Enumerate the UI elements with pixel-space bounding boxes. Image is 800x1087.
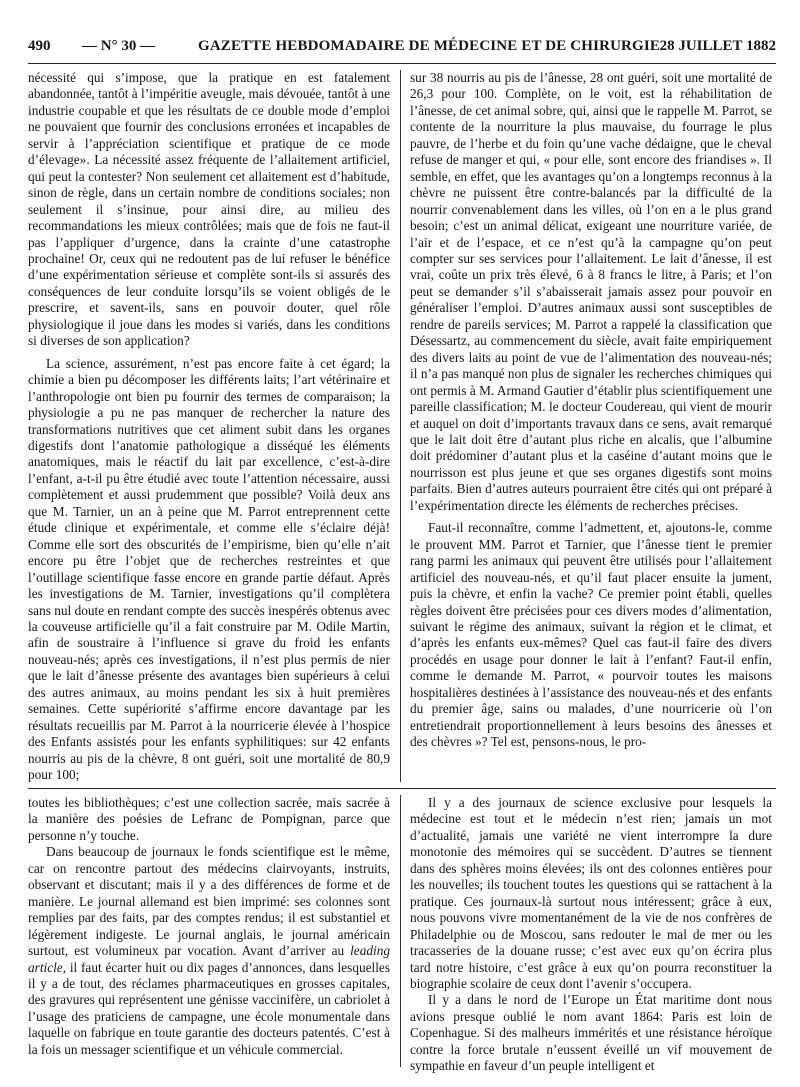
lower-right-column [410,795,772,1075]
journal-title: GAZETTE HEBDOMADAIRE DE MÉDECINE ET DE CHIRURGIE [198,38,660,54]
page-number: 490 [28,38,51,54]
issue-number: — N° 30 — [82,38,156,54]
running-header [28,38,776,60]
italic-phrase: leading article, [28,943,390,975]
paragraph: toutes les bibliothèques; c’est une collection sacrée, mais sacrée à la manière des poésies de Lefranc de Pompignan, parce que personne n’y touche. [28,795,390,843]
paragraph: Faut-il reconnaître, comme l’admettent, et, ajoutons-le, comme le prouvent MM. Parrot et Tarnier, que l’ânesse tient le premier rang parmi les animaux qui peuvent être utilisés pour l’allaitement artificiel des nouveau-nés, et qu’il faut placer ensuite la jument, puis la chèvre, et enfin la vache? Ce premier point établi, quelles règles doivent être précisées pour ces divers modes d’alimentation, suivant le régime des animaux, suivant la région et le climat, et d’après les enfants eux-mêmes? Quel cas faut-il faire des divers procédés en usage pour donner le lait à l’enfant? Faut-il enfin, comme le demande M. Parrot, « pourvoir toutes les maisons hospitalières destinées à l’assistance des nouveau-nés et des enfants du premier âge, sains ou malades, d’une nourricerie où l’on entretiendrait proportionnellement à leurs besoins des ânesses et des chèvres »? Tel est, pensons-nous, le pro- [410,520,772,750]
paragraph: Il y a des journaux de science exclusive pour lesquels la médecine est tout et le médecin n’est rien; jamais un mot d’actualité, jamais une variété ne vient interrompre la dure monotonie des mémoires qui se succèdent. D’autres se tiennent dans des sphères moins élevées; ils ont des colonnes entières pour les nouvelles; ils touchent toutes les questions qui se rattachent à la pratique. Ces journaux-là surtout nous intéressent; grâce à eux, nous pouvons vivre momentanément de la vie de nos confrères de Philadelphie ou de Moscou, sans redouter le mal de mer ou les tracasseries de la douane russe; c’est avec eux qu’on écrira plus tard notre histoire, c’est grâce à eux qu’on pourra reconstituer la biographie scolaire de ceux dont l’avenir s’occupera. [410,795,772,991]
column-divider [400,70,401,782]
section-rule [28,788,776,789]
column-divider [400,795,401,1067]
paragraph: Il y a dans le nord de l’Europe un État maritime dont nous avions presque oublié le nom avant 1864: Paris est loin de Copenhague. Si des malheurs immérités et une résistance héroïque contre la force brutale n’eussent éveillé un vif mouvement de sympathie en faveur d’un peuple intelligent et [410,992,772,1074]
paragraph-text: il faut écarter huit ou dix pages d’annonces, dans lesquelles il y a de tout, des réclames pharmaceutiques en grosses capitales, des gravures qui représentent une génisse vaccinifère, un cabriolet à l’usage des praticiens de campagne, une école monumentale dans laquelle on fabrique en toute garantie des docteurs patentés. C’est à la fois un messager scientifique et un véhicule commercial. [28,959,390,1057]
issue-date: 28 JUILLET 1882 [659,38,776,54]
header-rule [28,63,776,64]
paragraph: nécessité qui s’impose, que la pratique en est fatalement abandonnée, tantôt à l’impéritie aveugle, mais dévouée, tantôt à une industrie coupable et que les résultats de ce double mode d’emploi ne pouvaient que fournir des conclusions erronées et incapables de servir à l’appréciation scientifique et pratique de ce mode d’élevage». La nécessité assez fréquente de l’allaitement artificiel, qui peut la contester? Non seulement cet allaitement est d’habitude, sinon de règle, dans un certain nombre de conditions sociales; non seulement il s’insinue, pour ainsi dire, au milieu des recommandations les mieux contrôlées; mais que de fois ne faut-il pas l’appliquer d’urgence, dans la crainte d’une catastrophe prochaine! Or, ceux qui ne redoutent pas de lui refuser le bénéfice d’une expérimentation sérieuse et complète sont-ils si assurés des conséquences de leur conduite lorsqu’ils se voient obligés de le prescrire, et savent-ils, sans en pouvoir douter, quel rôle physiologique il joue dans les modes si variés, dans les conditions si diverses de son application? [28,70,390,349]
paragraph-text: Dans beaucoup de journaux le fonds scientifique est le même, car on rencontre partout des médecins clairvoyants, instruits, observant et discutant; mais il y a des différences de forme et de manière. Le journal allemand est bien imprimé: ses colonnes sont remplies par des faits, par des comptes rendus; il est substantiel et légèrement indigeste. Le journal anglais, le journal américain surtout, est volumineux par vocation. Avant d’arriver au [28,844,390,959]
lower-left-column [28,795,390,1058]
upper-left-column [28,70,390,783]
paragraph: La science, assurément, n’est pas encore faite à cet égard; la chimie a bien pu décomposer les différents laits; l’art vétérinaire et l’anthropologie ont bien pu fournir des termes de comparaison; la physiologie a pu ne pas manquer de rechercher la nature des transformations nutritives que cet aliment subit dans les organes digestifs dont l’anatomie pathologique a disséqué les éléments anatomiques, mais le réactif du lait par excellence, c’est-à-dire l’enfant, a-t-il pu être étudié avec toute l’attention nécessaire, aussi complètement et aussi prudemment que possible? Voilà deux ans que M. Tarnier, un an à peine que M. Parrot entreprennent cette étude clinique et expérimentale, et comme elle s’éclaire déjà! Comme elle sort des obscurités de l’empirisme, bien qu’elle n’ait encore pu être l’objet que de recherches restreintes et que l’outillage scientifique fasse encore en grande partie défaut. Après les investigations de M. Tarnier, investigations qu’il complètera sans nul doute en rendant compte des succès inespérés obtenus avec la couveuse artificielle qu’il a fait construire par M. Odile Martin, afin de soustraire à l’influence si grave du froid les enfants nouveau-nés; après ces investigations, il n’est plus permis de nier que le lait d’ânesse présente des avantages bien supérieurs à celui des autres animaux, au moins pendant les six à huit premières semaines. Cette supériorité s’affirme encore davantage par les résultats recueillis par M. Parrot à la nourricerie élevée à l’hospice des Enfants assistés pour les enfants syphilitiques: sur 42 enfants nourris au pis de la chèvre, 8 ont guéri, soit une mortalité de 80,9 pour 100; [28,355,390,783]
paragraph: sur 38 nourris au pis de l’ânesse, 28 ont guéri, soit une mortalité de 26,3 pour 100. Complète, on le voit, est la réhabilitation de l’ânesse, de cet animal sobre, qui, ainsi que le rappelle M. Parrot, se contente de la nourriture la plus mauvaise, du fourrage le plus pauvre, de l’herbe et du foin qu’une vache dédaigne, que le cheval refuse de manger et qui, « pour elle, sont encore des friandises ». Il semble, en effet, que les avantages qu’on a longtemps reconnus à la chèvre ne puissent être contre-balancés par la difficulté de la nourrir convenablement dans les villes, où l’on en a le plus grand besoin; c’est un animal délicat, exigeant une nourriture variée, de l’air et de l’espace, et ce n’est qu’à la campagne qu’on peut compter sur ses services pour l’allaitement. Le lait d’ânesse, il est vrai, coûte un prix très élevé, 6 à 8 francs le litre, à Paris; et l’on peut se demander s’il s’abaisserait jamais assez pour pouvoir en généraliser l’emploi. D’autres animaux aussi sont susceptibles de rendre de pareils services; M. Parrot a rappelé la classification que Désessartz, au commencement du siècle, avait faite empiriquement des divers laits au point de vue de l’alimentation des nouveau-nés; il n’a pas manqué non plus de signaler les recherches chimiques qui ont permis à M. Armand Gautier d’établir plus scientifiquement une pareille classification; M. le docteur Coudereau, qui vient de mourir et auquel on doit d’importants travaux dans ce sens, avait remarqué que le lait doit être d’autant plus riche en alcalis, que l’albumine doit prédominer d’autant plus et la caséine d’autant moins que le nourrisson est plus jeune et que ses organes digestifs sont moins parfaits. Bien d’autres auteurs pourraient être cités qui ont préparé à l’expérimentation directe les éléments de recherches précises. [410,70,772,513]
upper-right-column [410,70,772,751]
paragraph [28,844,390,1058]
